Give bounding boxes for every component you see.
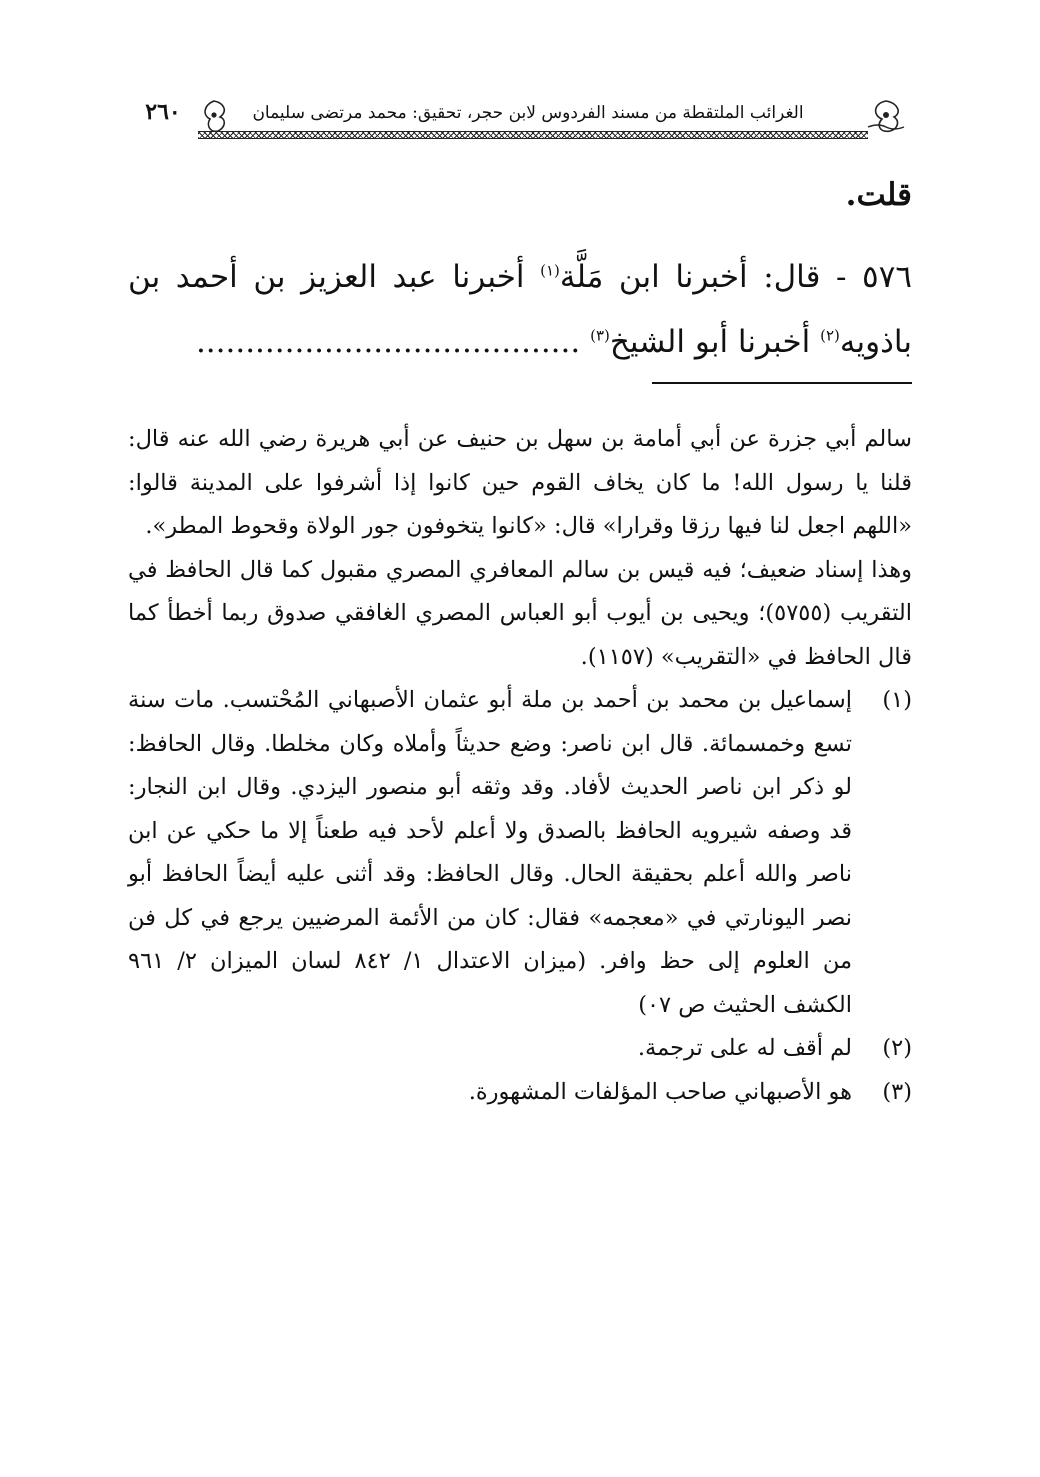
running-title: الغرائب الملتقطة من مسند الفردوس لابن حجر، تحقيق: محمد مرتضى سليمان <box>252 103 804 123</box>
footnote-3 <box>128 1071 912 1115</box>
footnote-ref: (٣) <box>590 326 610 345</box>
continued-note-paragraph: سالم أبي جزرة عن أبي أمامة بن سهل بن حنيف عن أبي هريرة رضي الله عنه قال: قلنا يا رسول الله! ما كان يخاف القوم حين كانوا إذا أشرفوا على المدينة قالوا: «اللهم اجعل لنا فيها رزقا وقرارا» قال: «كانوا يتخوفون جور الولاة وقحوط المطر». <box>128 426 912 539</box>
header-divider <box>198 131 868 139</box>
hadith-576-line-1 <box>128 245 912 309</box>
footnote-text: إسماعيل بن محمد بن أحمد بن ملة أبو عثمان الأصبهاني المُحْتسب. مات سنة تسع وخمسمائة. قال ابن ناصر: وضع حديثاً وأملاه وكان مخلطا. وقال الحافظ: لو ذكر ابن ناصر الحديث لأفاد. وقد وثقه أبو منصور اليزدي. وقال ابن النجار: قد وصفه شيرويه الحافظ بالصدق ولا أعلم لأحد فيه طعناً إلا ما حكي عن ابن ناصر والله أعلم بحقيقة الحال. وقال الحافظ: وقد أثنى عليه أيضاً الحافظ أبو نصر اليونارتي في «معجمه» فقال: كان من الأئمة المرضيين يرجع في كل فن من العلوم إلى حظ وافر. (ميزان الاعتدال ١/ ٨٤٢ لسان الميزان ٢/ ٩٦١ الكشف الحثيث ص ٠٧) <box>128 687 853 1018</box>
page-number: ٢٦٠ <box>145 99 181 125</box>
footnotes-section <box>128 418 912 1114</box>
footnote-2 <box>128 1027 912 1071</box>
ellipsis-dots: ....................................... <box>195 324 591 360</box>
floral-ornament-icon <box>864 97 908 137</box>
footnote-number: (٢) <box>882 1035 912 1061</box>
closing-word: قلت. <box>845 177 912 213</box>
footnote-ref: (٢) <box>820 326 840 345</box>
footnote-separator <box>652 382 912 384</box>
footnote-text: هو الأصبهاني صاحب المؤلفات المشهورة. <box>468 1078 852 1105</box>
hadith-text: أخبرنا عبد العزيز بن أحمد بن <box>128 259 541 295</box>
continued-note-paragraph: وهذا إسناد ضعيف؛ فيه قيس بن سالم المعافري المصري مقبول كما قال الحافظ في التقريب (٥٧٥٥)؛ ويحيى بن أيوب أبو العباس المصري الغافقي صدوق ربما أخطأ كما قال الحافظ في «التقريب» (١١٥٧). <box>128 556 912 670</box>
footnote-number: (١) <box>882 687 912 713</box>
running-header <box>128 95 908 145</box>
footnote-text: لم أقف له على ترجمة. <box>637 1035 852 1061</box>
footnote-ref: (١) <box>540 261 560 280</box>
footnote-number: (٣) <box>882 1078 912 1105</box>
hadith-text: أخبرنا أبو الشيخ <box>609 324 821 360</box>
hadith-text: باذويه <box>839 324 912 360</box>
footnote-1 <box>128 679 912 1027</box>
hadith-text: ٥٧٦ - قال: أخبرنا ابن مَلَّة <box>559 259 912 295</box>
hadith-576-line-2 <box>128 310 912 374</box>
